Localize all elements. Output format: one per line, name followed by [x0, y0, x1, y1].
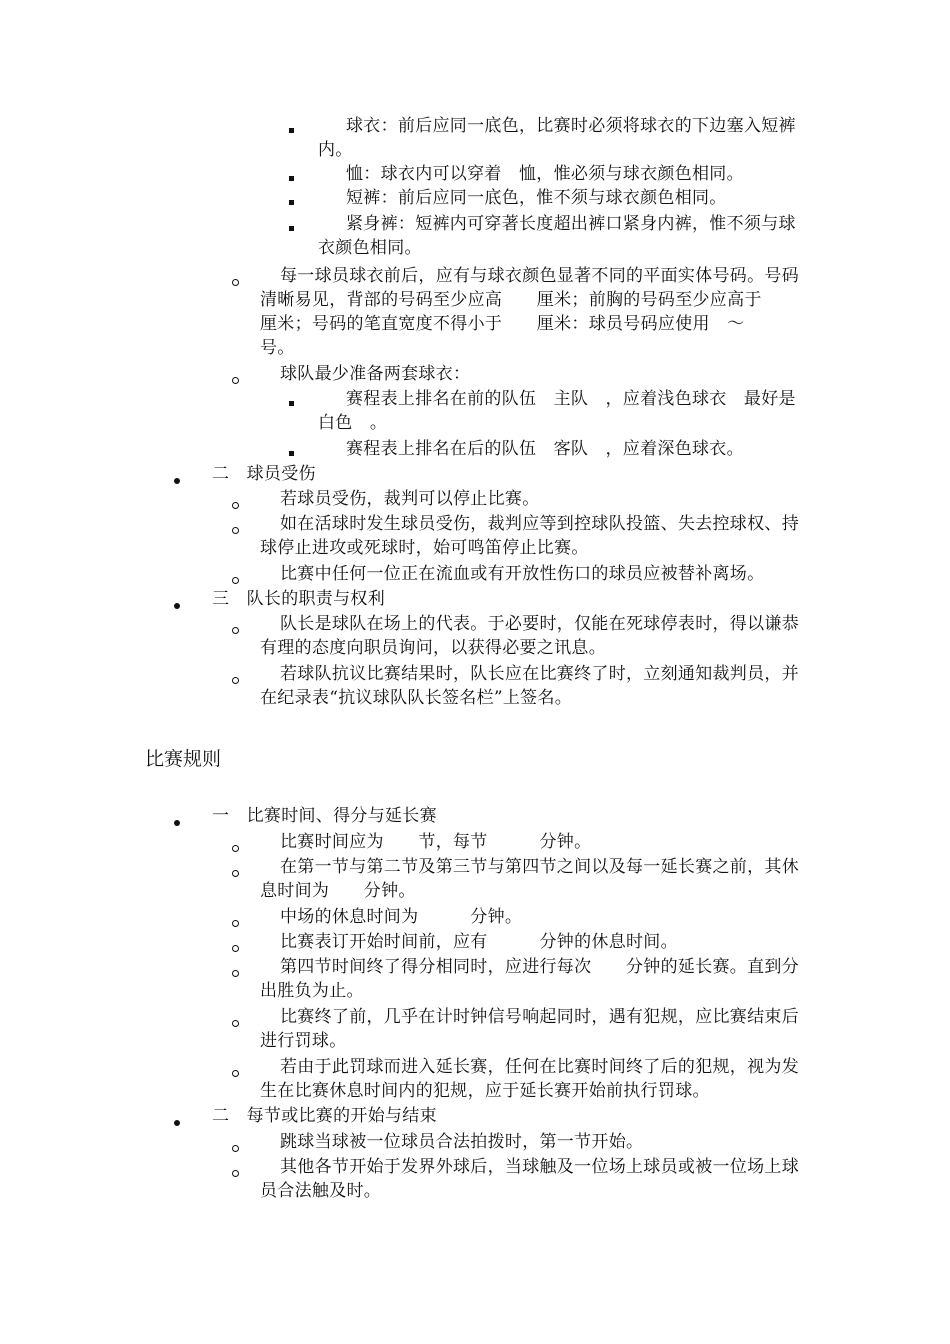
- circle-bullet-icon: [232, 945, 239, 952]
- list-item-two-sets: 球队最少准备两套球衣：: [280, 364, 471, 384]
- square-bullet-icon: [289, 401, 294, 406]
- list-item-away: 赛程表上排名在后的队伍 客队 ，应着深色球衣。: [346, 439, 744, 459]
- list-item: 若球队抗议比赛结果时，队长应在比赛终了时，立刻通知裁判员，并在纪录表“抗议球队队长签名栏”上签名。: [260, 664, 799, 708]
- list-item: 队长是球队在场上的代表。于必要时，仅能在死球停表时，得以谦恭有理的态度向职员询问，以获得必要之讯息。: [260, 614, 799, 658]
- circle-bullet-icon: [232, 1170, 239, 1177]
- circle-bullet-icon: [232, 920, 239, 927]
- square-bullet-icon: [289, 128, 294, 133]
- circle-bullet-icon: [232, 845, 239, 852]
- circle-bullet-icon: [232, 870, 239, 877]
- list-item-jersey: 球衣：前后应同一底色，比赛时必须将球衣的下边塞入短裤内。: [318, 116, 796, 160]
- section-title-injury: 二 球员受伤: [212, 464, 316, 484]
- circle-bullet-icon: [232, 627, 239, 634]
- section-title-time: 一 比赛时间、得分与延长赛: [212, 806, 437, 826]
- square-bullet-icon: [289, 200, 294, 205]
- section-heading: 比赛规则: [145, 748, 222, 770]
- list-item: 比赛终了前，几乎在计时钟信号响起同时，遇有犯规，应比赛结束后进行罚球。: [260, 1007, 799, 1051]
- square-bullet-icon: [289, 451, 294, 456]
- list-item: 若由于此罚球而进入延长赛，任何在比赛时间终了后的犯规，视为发生在比赛休息时间内的犯规，应于延长赛开始前执行罚球。: [260, 1057, 799, 1101]
- list-item-shorts: 短裤：前后应同一底色，惟不须与球衣颜色相同。: [346, 188, 727, 208]
- section-title-start: 二 每节或比赛的开始与结束: [212, 1106, 437, 1126]
- circle-bullet-icon: [232, 970, 239, 977]
- circle-bullet-icon: [232, 577, 239, 584]
- circle-bullet-icon: [232, 377, 239, 384]
- square-bullet-icon: [289, 226, 294, 231]
- list-item: 比赛时间应为 节，每节 分钟。: [280, 832, 592, 852]
- square-bullet-icon: [289, 176, 294, 181]
- circle-bullet-icon: [232, 279, 239, 286]
- list-item-tights: 紧身裤：短裤内可穿著长度超出裤口紧身内裤，惟不须与球衣颜色相同。: [318, 214, 796, 258]
- list-item-numbers: 每一球员球衣前后，应有与球衣颜色显著不同的平面实体号码。号码清晰易见，背部的号码至少应高 厘米；前胸的号码至少应高于 厘米；号码的笔直宽度不得小于 厘米：球员号码应使用 ～ 号。: [260, 266, 799, 358]
- disc-bullet-icon: [174, 478, 180, 484]
- list-item: 如在活球时发生球员受伤，裁判应等到控球队投篮、失去控球权、持球停止进攻或死球时，始可鸣笛停止比赛。: [260, 514, 799, 558]
- section-title-captain: 三 队长的职责与权利: [212, 589, 385, 609]
- circle-bullet-icon: [232, 677, 239, 684]
- list-item: 其他各节开始于发界外球后，当球触及一位场上球员或被一位场上球员合法触及时。: [260, 1157, 799, 1201]
- circle-bullet-icon: [232, 502, 239, 509]
- list-item: 中场的休息时间为 分钟。: [280, 907, 523, 927]
- circle-bullet-icon: [232, 1070, 239, 1077]
- list-item: 跳球当球被一位球员合法拍拨时，第一节开始。: [280, 1132, 644, 1152]
- disc-bullet-icon: [174, 603, 180, 609]
- disc-bullet-icon: [174, 1120, 180, 1126]
- list-item: 若球员受伤，裁判可以停止比赛。: [280, 489, 540, 509]
- list-item: 比赛表订开始时间前，应有 分钟的休息时间。: [280, 932, 678, 952]
- circle-bullet-icon: [232, 527, 239, 534]
- circle-bullet-icon: [232, 1020, 239, 1027]
- list-item: 第四节时间终了得分相同时，应进行每次 分钟的延长赛。直到分出胜负为止。: [260, 957, 799, 1001]
- disc-bullet-icon: [174, 820, 180, 826]
- list-item: 比赛中任何一位正在流血或有开放性伤口的球员应被替补离场。: [280, 564, 765, 584]
- list-item: 在第一节与第二节及第三节与第四节之间以及每一延长赛之前，其休息时间为 分钟。: [260, 857, 799, 901]
- list-item-home: 赛程表上排名在前的队伍 主队 ，应着浅色球衣 最好是白色 。: [318, 389, 796, 433]
- list-item-tshirt: 恤：球衣内可以穿着 恤，惟必须与球衣颜色相同。: [346, 164, 744, 184]
- circle-bullet-icon: [232, 1145, 239, 1152]
